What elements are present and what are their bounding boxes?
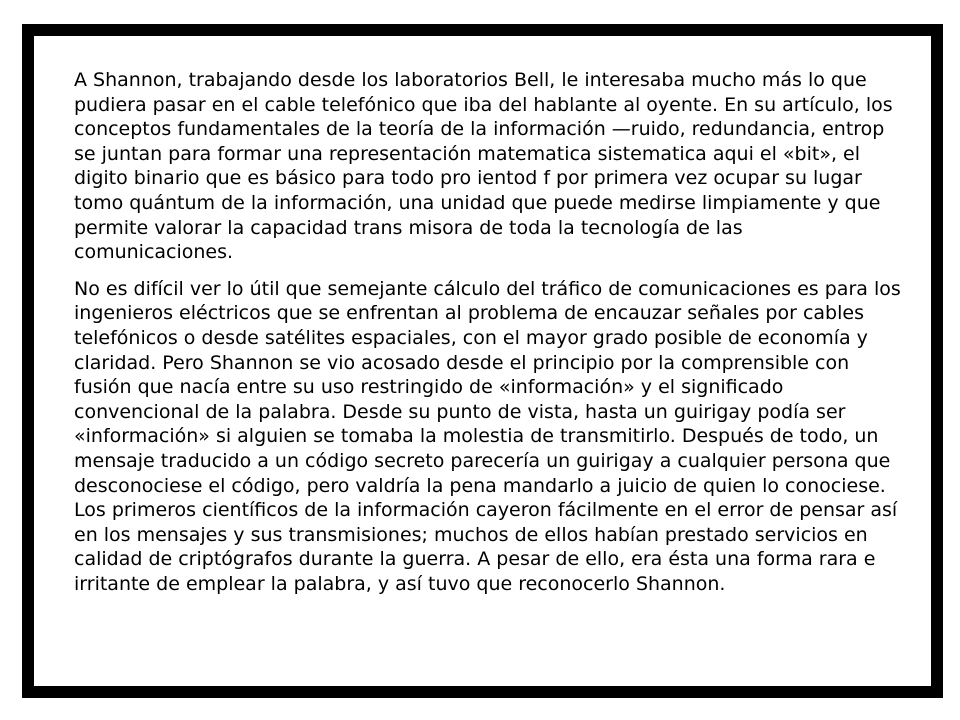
paragraph-1: A Shannon, trabajando desde los laboratorios Bell, le interesaba mucho más lo que pudiera pasar en el cable telefónico que iba del hablante al oyente. En su artículo, los conceptos fundamentales de la teoría de la información —ruido, redundancia, entrop se juntan para formar una representación matematica sistematica aqui el «bit», el digito binario que es básico para todo pro ientod f por primera vez ocupar su lugar tomo quántum de la información, una unidad que puede medirse limpiamente y que permite valorar la capacidad trans misora de toda la tecnología de las comunicaciones. — [74, 69, 893, 264]
paragraph-2: No es difícil ver lo útil que semejante cálculo del tráfico de comunicaciones es para los ingenieros eléctricos que se enfrentan al problema de encauzar señales por cables telefónicos o desde satélites espaciales, con el mayor grado posible de economía y claridad. Pero Shannon se vio acosado desde el principio por la comprensible con fusión que nacía entre su uso restringido de «información» y el significado convencional de la palabra. Desde su punto de vista, hasta un guirigay podía ser «información» si alguien se tomaba la molestia de transmitirlo. Después de todo, un mensaje traducido a un código secreto parecería un guirigay a cualquier persona que desconociese el código, pero valdría la pena mandarlo a juicio de quien lo conociese. Los primeros científicos de la información cayeron fácilmente en el error de pensar así en los mensajes y sus transmisiones; muchos de ellos habían prestado servicios en calidad de criptógrafos durante la guerra. A pesar de ello, era ésta una forma rara e irritante de emplear la palabra, y así tuvo que reconocerlo Shannon. — [74, 277, 901, 595]
text-body — [74, 68, 904, 596]
slide-frame — [22, 24, 943, 698]
